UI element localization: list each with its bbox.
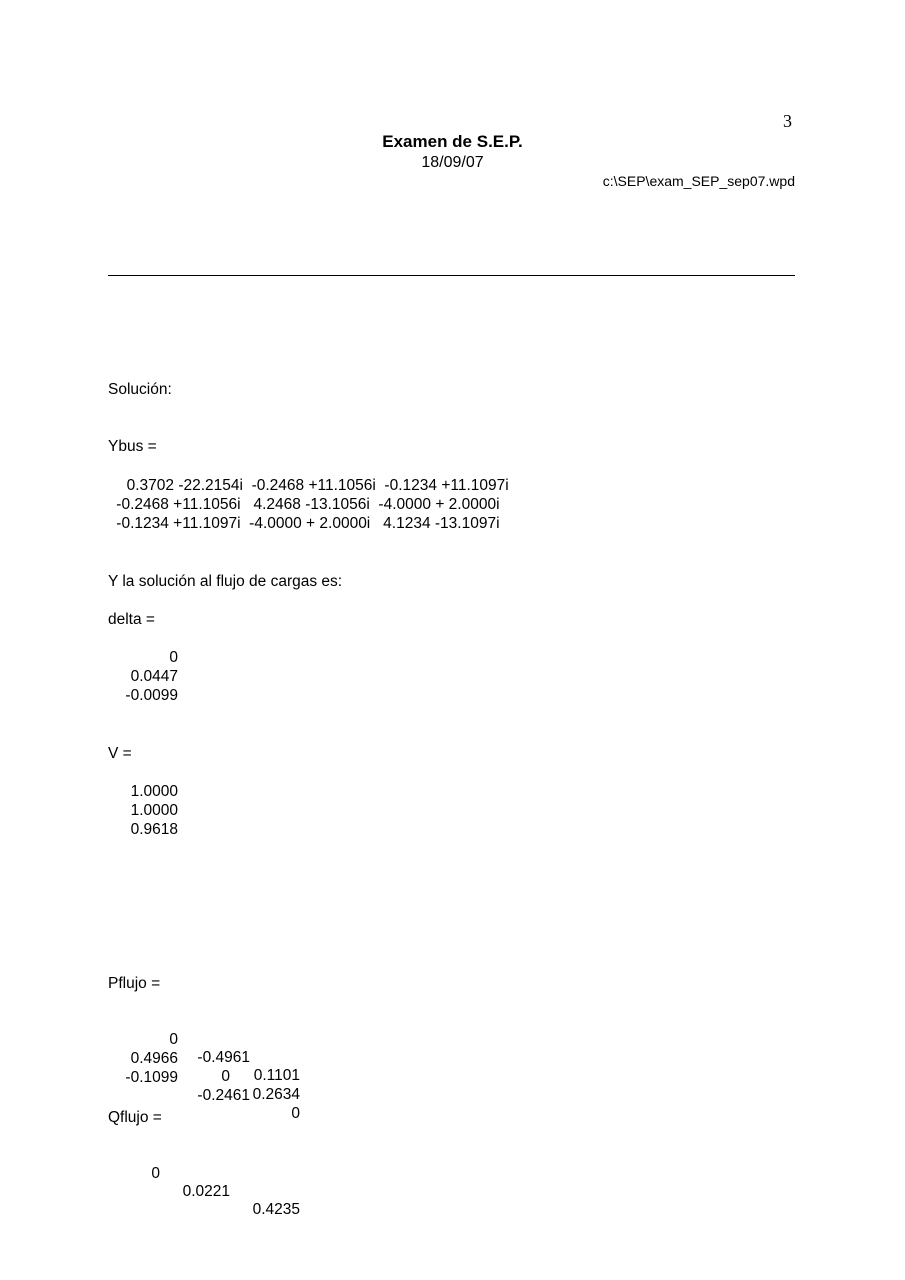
pflujo-cell: 0 (291, 1105, 300, 1122)
ybus-row: -0.2468 +11.1056i 4.2468 -13.1056i -4.0000 + 2.0000i (112, 496, 500, 513)
v-label: V = (108, 745, 132, 762)
delta-label: delta = (108, 611, 155, 628)
file-path: c:\SEP\exam_SEP_sep07.wpd (602, 173, 795, 189)
pflujo-label: Pflujo = (108, 975, 161, 992)
ybus-row: 0.3702 -22.2154i -0.2468 +11.1056i -0.1234 +11.1097i (118, 477, 509, 494)
pflujo-cell: 0.4966 (130, 1050, 178, 1067)
v-value: 1.0000 (130, 802, 178, 819)
ybus-row: -0.1234 +11.1097i -4.0000 + 2.0000i 4.1234 -13.1097i (112, 515, 500, 532)
pflujo-cell: -0.1099 (125, 1069, 178, 1086)
pflujo-cell: -0.4961 (197, 1049, 250, 1066)
qflujo-cell: 0.0221 (182, 1183, 230, 1200)
solution-label: Solución: (108, 381, 172, 398)
pflujo-cell: 0 (221, 1068, 230, 1085)
ybus-label: Ybus = (108, 438, 157, 455)
pflujo-cell: 0 (169, 1031, 178, 1048)
pflujo-cell: -0.2461 (197, 1087, 250, 1104)
delta-value: 0 (169, 649, 178, 666)
v-value: 1.0000 (130, 783, 178, 800)
qflujo-cell: 0.4235 (252, 1201, 300, 1218)
qflujo-cell: 0 (151, 1165, 160, 1182)
pflujo-cell: 0.1101 (253, 1067, 300, 1084)
page-number: 3 (783, 111, 792, 131)
qflujo-label: Qflujo = (108, 1109, 162, 1126)
delta-value: -0.0099 (125, 687, 178, 704)
delta-value: 0.0447 (130, 668, 178, 685)
document-title: Examen de S.E.P. (382, 132, 523, 151)
flow-intro: Y la solución al flujo de cargas es: (108, 573, 343, 590)
document-date: 18/09/07 (421, 154, 484, 171)
v-value: 0.9618 (130, 821, 178, 838)
header-divider (108, 275, 795, 276)
pflujo-cell: 0.2634 (252, 1086, 300, 1103)
